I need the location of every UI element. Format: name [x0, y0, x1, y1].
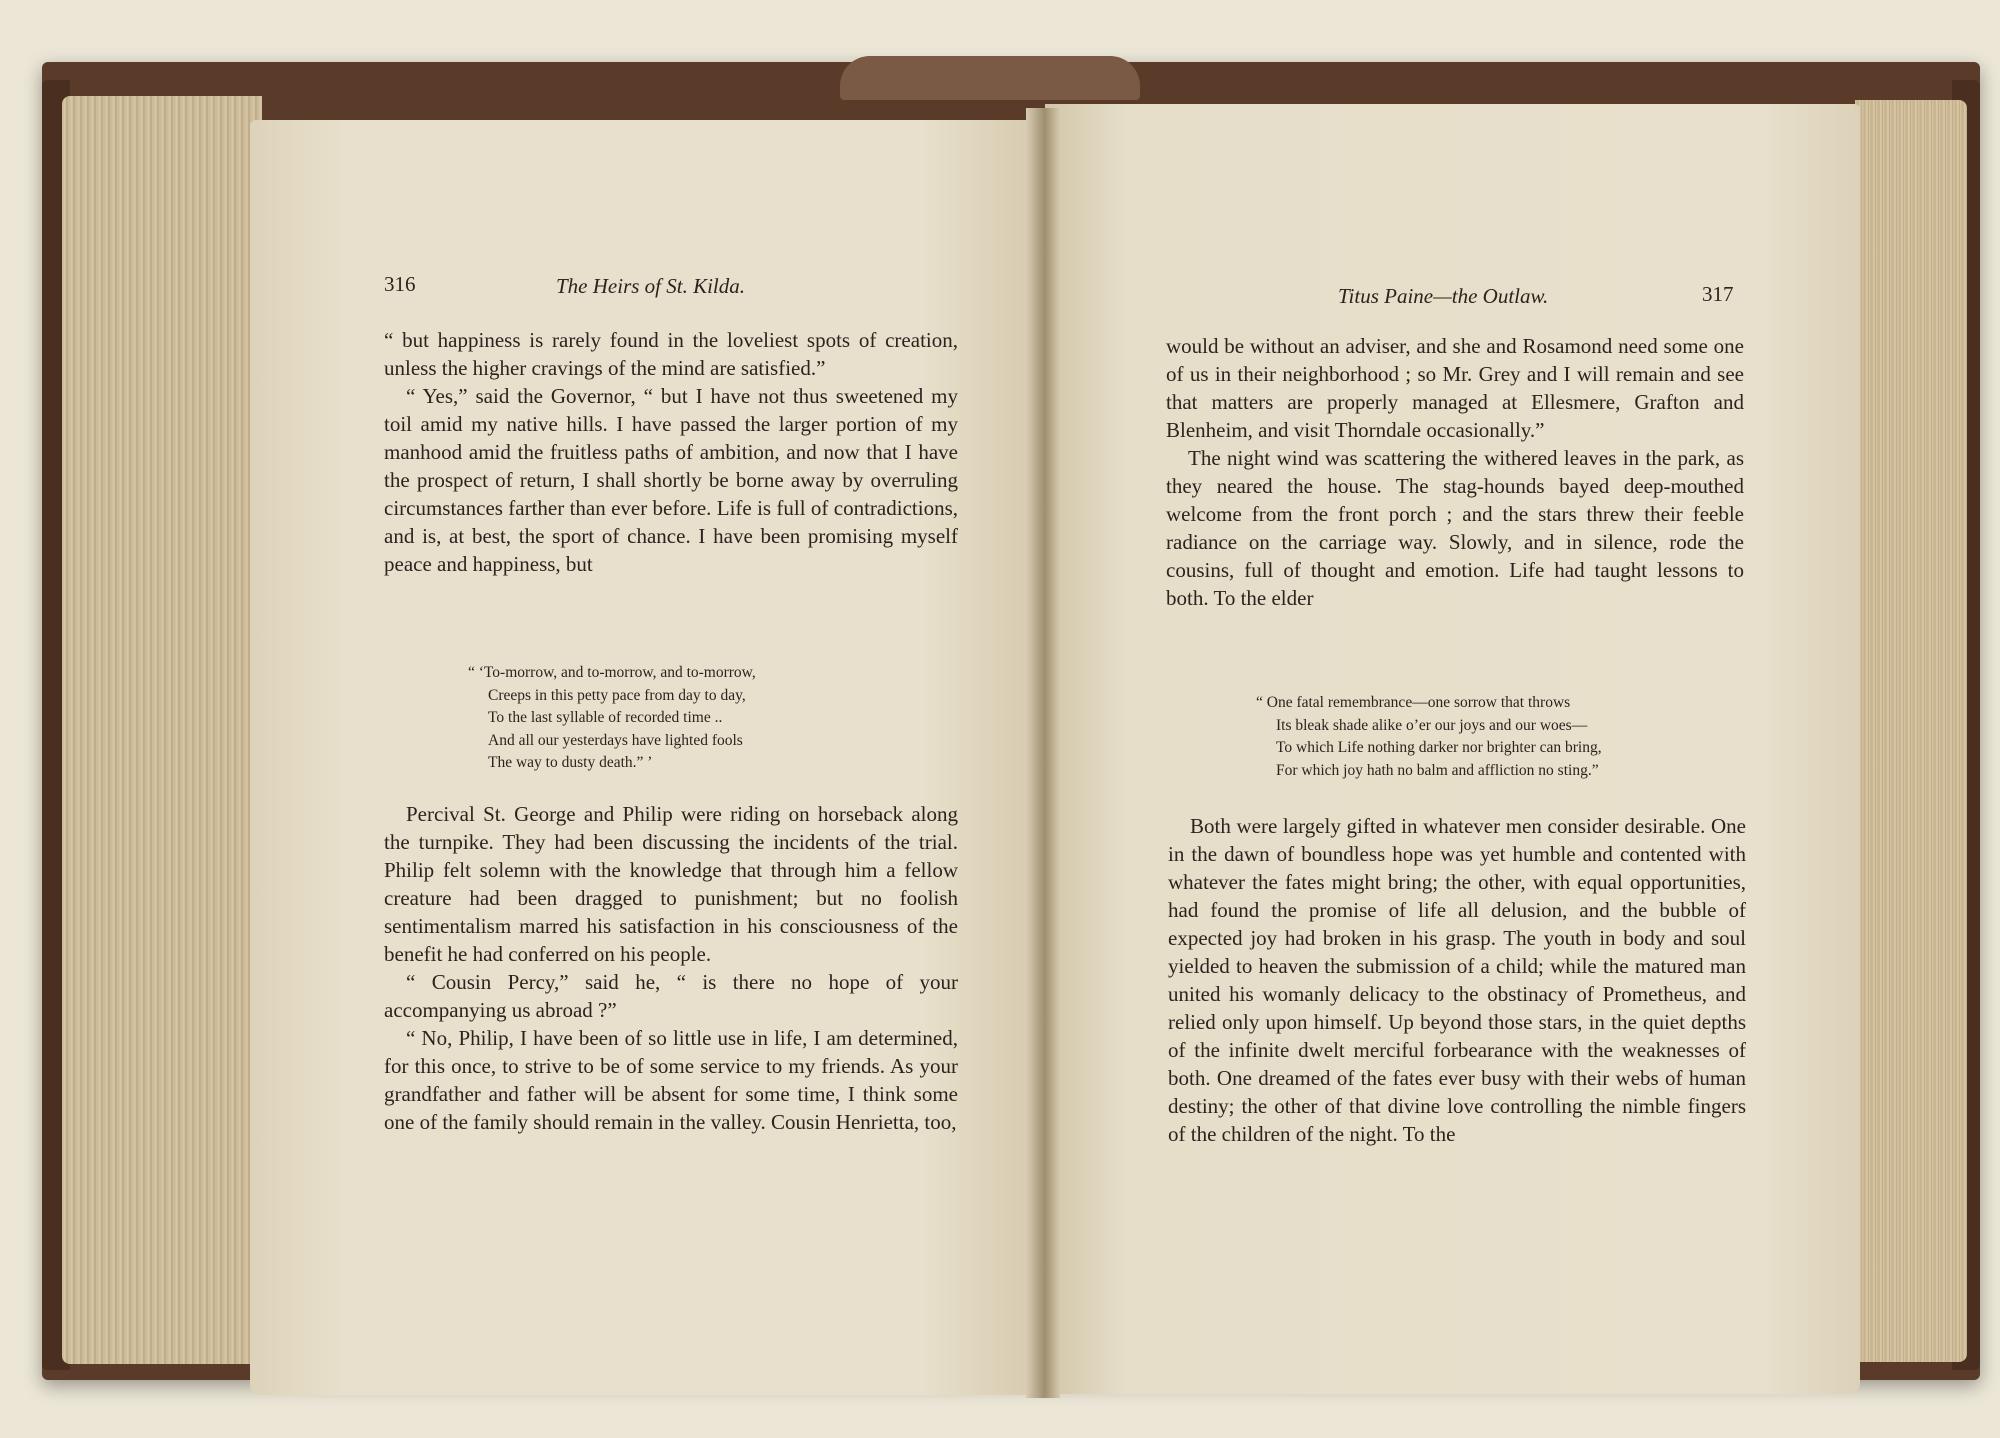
right-text-bottom — [1168, 812, 1746, 1148]
paragraph: The night wind was scattering the withered leaves in the park, as they neared the house. The stag-hounds bayed deep-mouthed welcome from the front porch ; and the stars threw their feeble radiance on the carriage way. Slowly, and in silence, rode the cousins, full of thought and emotion. Life had taught lessons to both. To the elder — [1166, 446, 1744, 610]
poem-line: “ ‘To-morrow, and to-morrow, and to-morrow, — [468, 664, 756, 681]
paragraph: “ but happiness is rarely found in the loveliest spots of creation, unless the higher cravings of the mind are satisfied.” — [384, 328, 958, 380]
page-edges-right — [1855, 100, 1967, 1362]
left-page-number: 316 — [384, 272, 416, 296]
paragraph: Both were largely gifted in whatever men consider desirable. One in the dawn of boundless hope was yet humble and contented with whatever the fates might bring; the other, with equal opportunities, had found the promise of life all delusion, and the bubble of expected joy had broken in his grasp. The youth in body and soul yielded to heaven the submission of a child; while the matured man united his womanly delicacy to the obstinacy of Prometheus, and relied only upon himself. Up beyond those stars, in the quiet depths of the infinite dwelt merciful forbearance with the weaknesses of both. One dreamed of the fates ever busy with their webs of human destiny; the other of that divine love controlling the nimble fingers of the children of the night. To the — [1168, 814, 1746, 1146]
poem-line: “ One fatal remembrance—one sorrow that throws — [1256, 694, 1571, 711]
poem-line: Creeps in this petty pace from day to day, — [488, 686, 746, 704]
right-page-number: 317 — [1702, 282, 1734, 306]
poem-line: Its bleak shade alike o’er our joys and our woes— — [1276, 716, 1588, 734]
right-poem — [1256, 692, 1602, 782]
paragraph: “ Cousin Percy,” said he, “ is there no hope of your accompanying us abroad ?” — [384, 970, 958, 1022]
poem-line: For which joy hath no balm and affliction no sting.” — [1276, 761, 1599, 779]
paragraph: would be without an adviser, and she and Rosamond need some one of us in their neighborhood ; so Mr. Grey and I will remain and see that matters are properly managed at Ellesmere, Grafton and Blenheim, and visit Thorndale occasionally.” — [1166, 334, 1744, 442]
book-spine — [840, 56, 1140, 100]
left-text-top — [384, 326, 958, 578]
paragraph: “ No, Philip, I have been of so little use in life, I am determined, for this once, to strive to be of some service to my friends. As your grandfather and father will be absent for some time, I think some one of the family should remain in the valley. Cousin Henrietta, too, — [384, 1026, 958, 1134]
poem-line: To the last syllable of recorded time .. — [488, 709, 723, 726]
poem-line: And all our yesterdays have lighted fools — [488, 731, 743, 749]
paragraph: “ Yes,” said the Governor, “ but I have not thus sweetened my toil amid my native hills. I have passed the larger portion of my manhood amid the fruitless paths of ambition, and now that I have the prospect of return, I shall shortly be borne away by overruling circumstances farther than ever before. Life is full of contradictions, and is, at best, the sport of chance. I have been promising myself peace and happiness, but — [384, 384, 958, 576]
poem-line: To which Life nothing darker nor brighter can bring, — [1276, 739, 1602, 756]
poem-line: The way to dusty death.” ’ — [488, 754, 653, 771]
left-running-title: The Heirs of St. Kilda. — [556, 274, 746, 298]
page-edges-left — [62, 96, 262, 1364]
left-text-bottom — [384, 800, 958, 1136]
book-gutter — [1026, 108, 1060, 1398]
right-running-title: Titus Paine—the Outlaw. — [1338, 284, 1549, 308]
left-poem — [468, 662, 756, 775]
right-text-top — [1166, 332, 1744, 612]
paragraph: Percival St. George and Philip were riding on horseback along the turnpike. They had been discussing the incidents of the trial. Philip felt solemn with the knowledge that through him a fellow creature had been dragged to punishment; but no foolish sentimentalism marred his satisfaction in his consciousness of the benefit he had conferred on his people. — [384, 802, 958, 966]
